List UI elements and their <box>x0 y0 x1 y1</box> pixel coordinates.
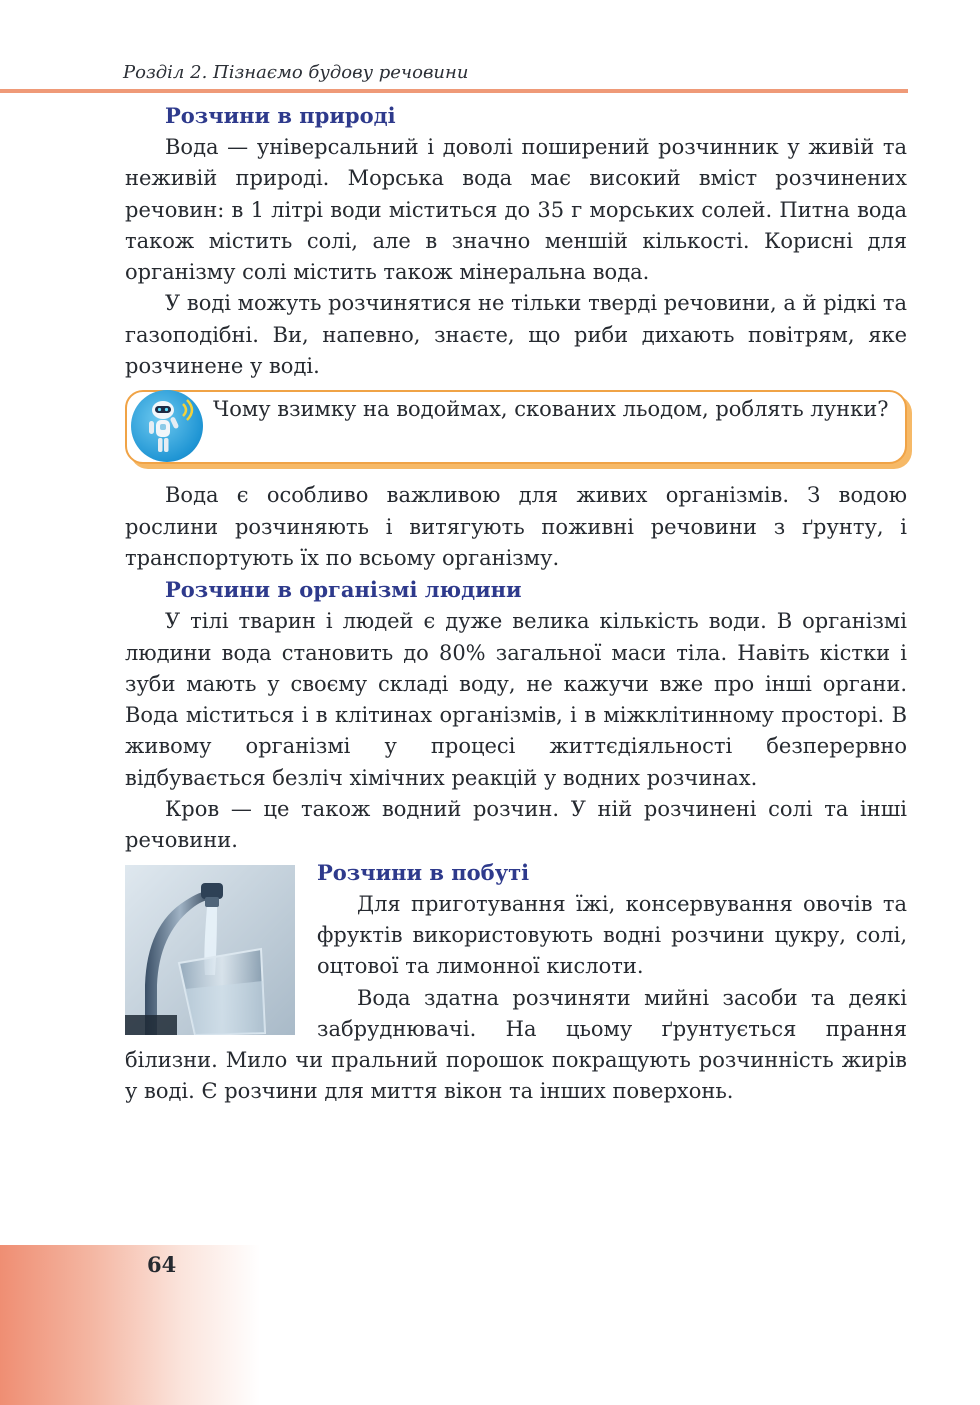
paragraph: Вода — універсальний і доволі поширений розчинник у живій та неживій природі. Морська вода має високий вміст розчинених речовин: в 1 літрі води міститься до 35 г морських солей. Питна вода також містить солі, але в значно меншій кількості. Корисні для організму солі містить також мінеральна вода. <box>125 135 907 285</box>
paragraph: Кров — це також водний розчин. У ній розчинені солі та інші речовини. <box>125 797 907 853</box>
water-glass-photo <box>125 865 295 1035</box>
running-header: Розділ 2. Пізнаємо будову речовини <box>123 62 469 83</box>
paragraph: Вода є особливо важливою для живих організмів. З водою рослини розчиняють і витягують поживні речовини з ґрунту, і транспортують їх по всьому організму. <box>125 483 907 570</box>
page-content <box>125 100 907 1108</box>
corner-decoration <box>0 1245 260 1405</box>
callout-question: Чому взимку на водоймах, скованих льодом, роблять лунки? <box>213 397 889 422</box>
page-number: 64 <box>147 1252 177 1277</box>
robot-icon <box>131 390 203 462</box>
paragraph: Для приготування їжі, консервування овочів та фруктів використовують водні розчини цукру, солі, оцтової та лимонної кислоти. <box>317 891 907 979</box>
paragraph: Вода здатна розчиняти мийні засоби та деякі забруднювачі. На цьому ґрунтується прання білизни. Мило чи пральний порошок покращують розчинність жирів у воді. Є розчини для миття вікон та інших поверхонь. <box>125 985 907 1104</box>
paragraph: У воді можуть розчинятися не тільки тверді речовини, а й рідкі та газоподібні. Ви, напевно, знаєте, що риби дихають повітрям, яке розчинене у воді. <box>125 291 907 379</box>
section-heading-human: Розчини в організмі людини <box>165 577 522 603</box>
question-callout <box>125 390 907 464</box>
header-rule <box>0 89 908 93</box>
section-heading-nature: Розчини в природі <box>165 103 396 128</box>
paragraph: У тілі тварин і людей є дуже велика кількість води. В організмі людини вода становить до 80% загальної маси тіла. Навіть кістки і зуби мають у своєму складі воду, не кажучи вже про інші органи. Вода міститься і в клітинах організмів, і в міжклітинному просторі. В живому організмі у процесі життєдіяльності безперервно відбувається безліч хімічних реакцій у водних розчинах. <box>125 609 907 790</box>
section-heading-household: Розчини в побуті <box>317 859 530 885</box>
